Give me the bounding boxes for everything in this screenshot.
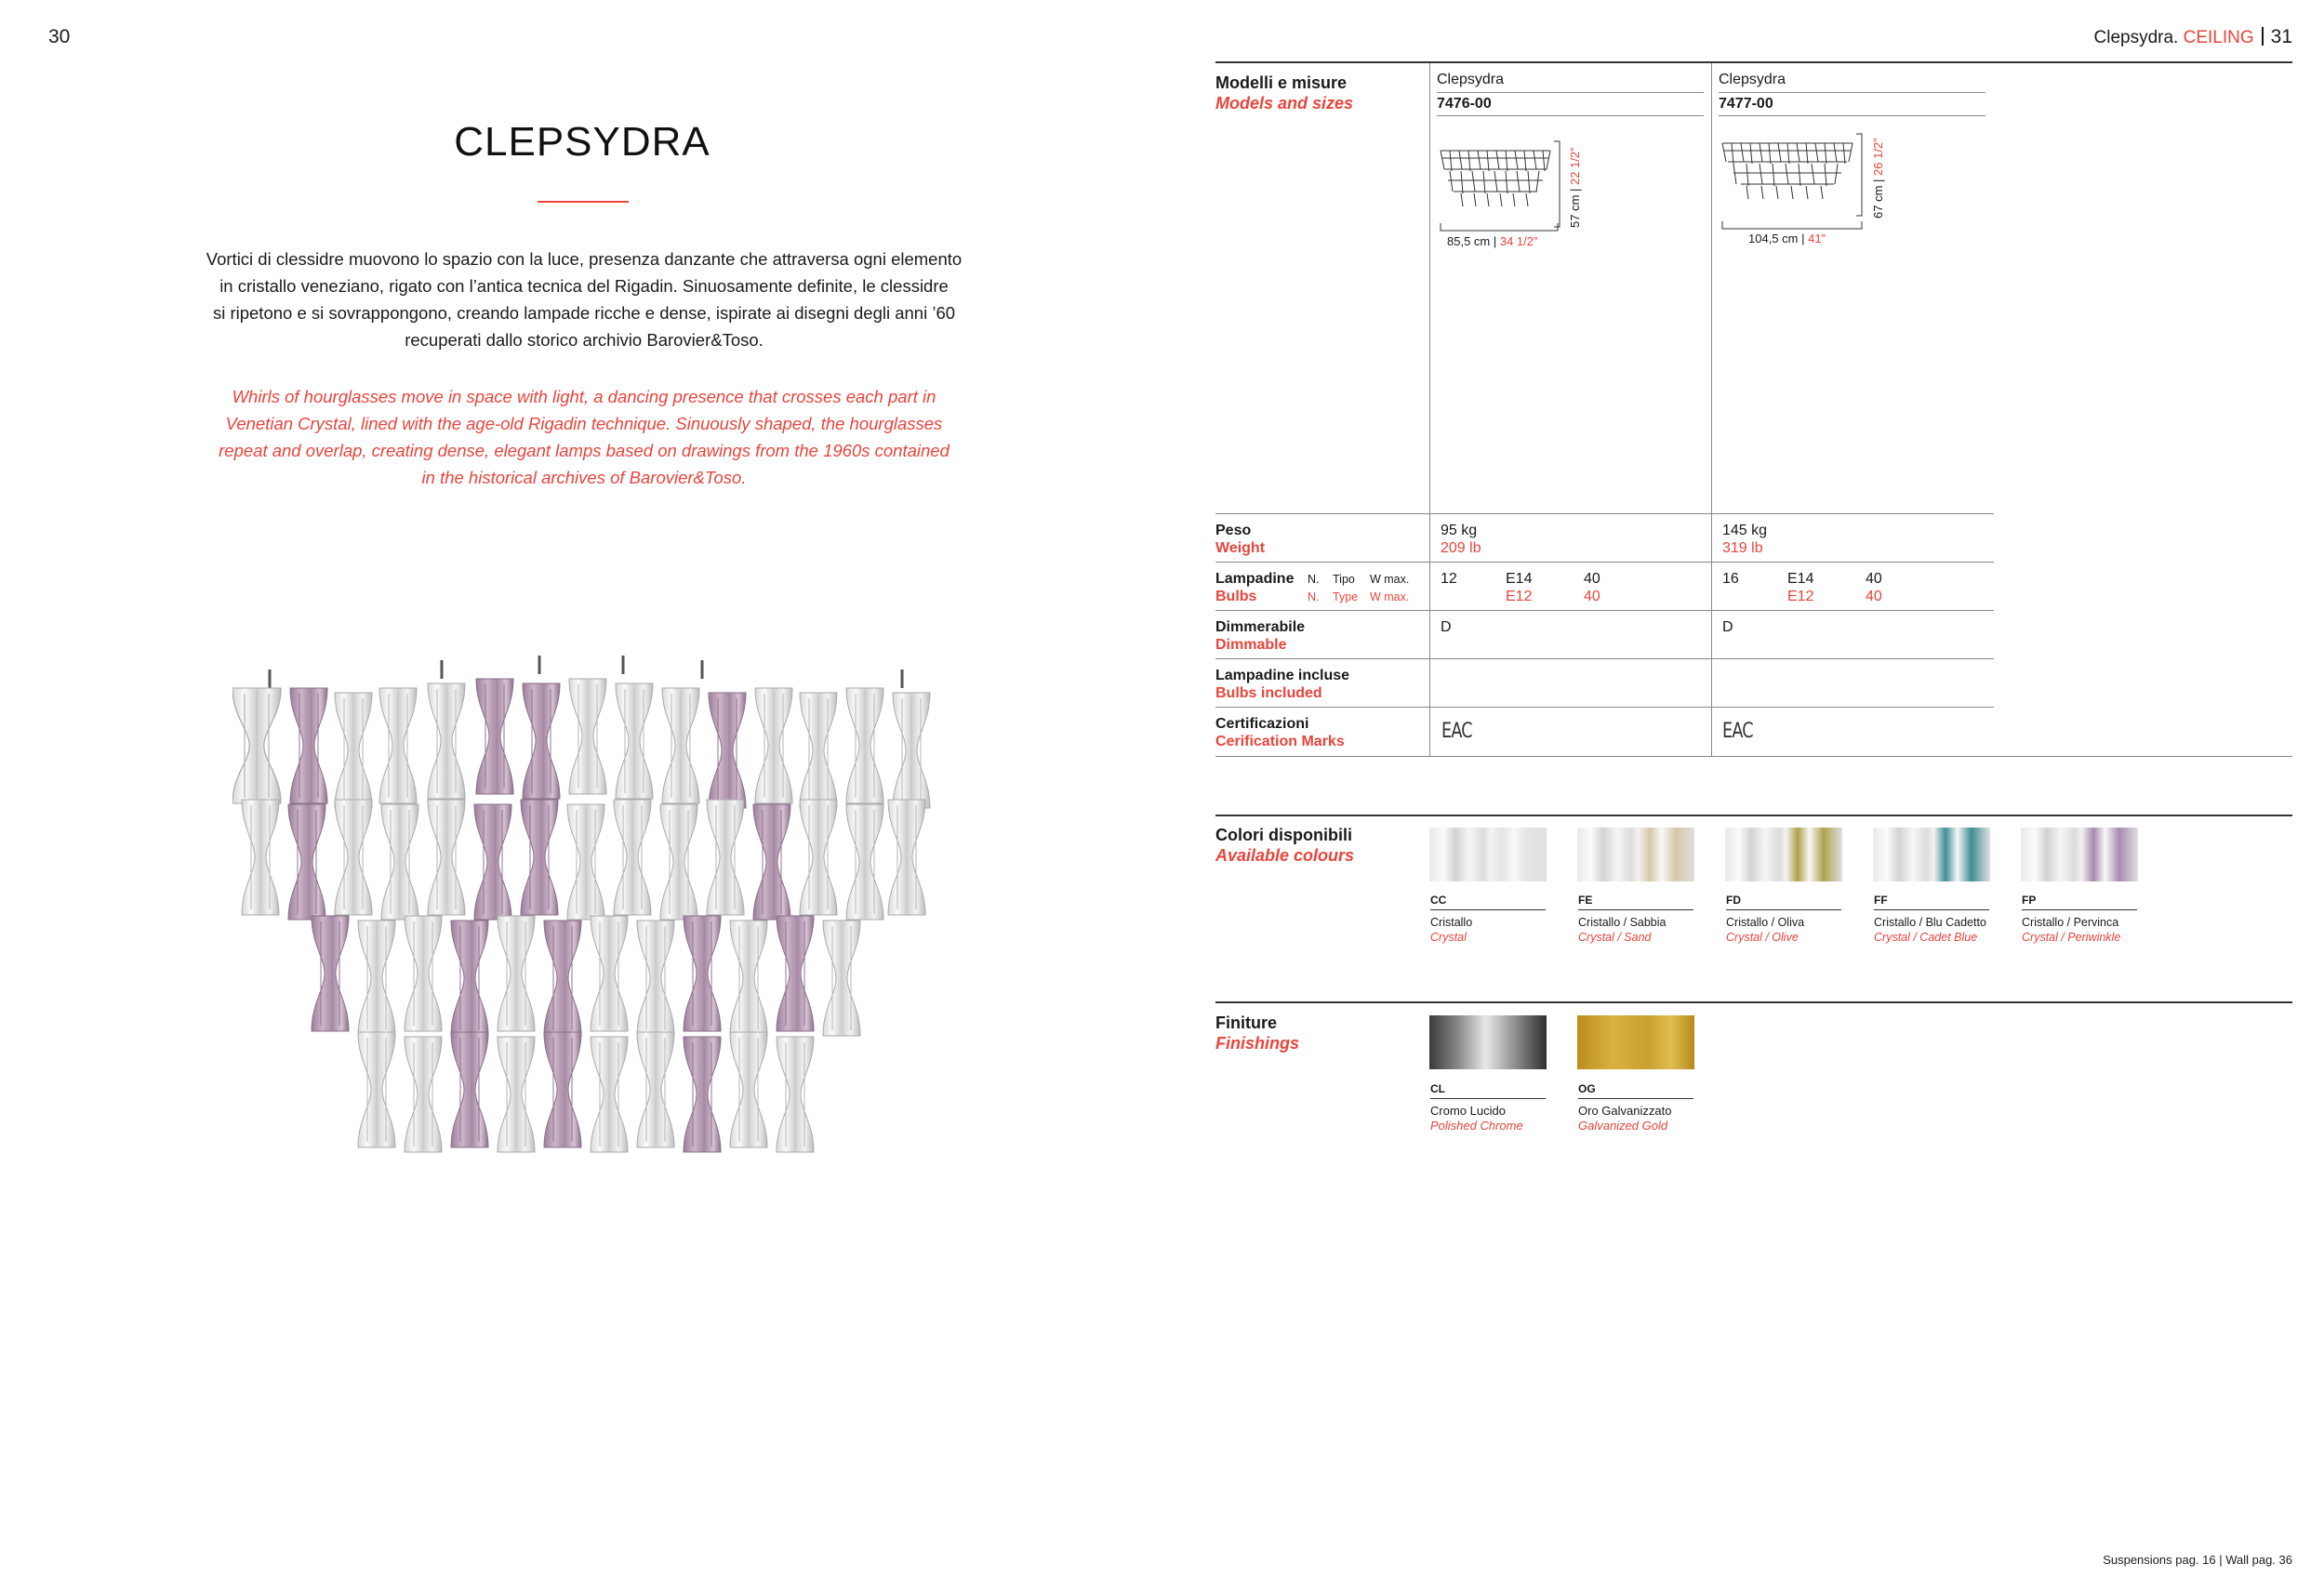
bulbs-7476 (1441, 570, 1701, 605)
intro-en-line: Venetian Crystal, lined with the age-old Rigadin technique. Sinuously shaped, the hourglasses (225, 414, 943, 433)
colour-code-rule (2022, 909, 2137, 910)
intro-italian (203, 245, 965, 353)
intro-it-line: recuperati dallo storico archivio Barovier&Toso. (405, 330, 764, 350)
included-label-en: Bulbs included (1215, 685, 1322, 701)
intro-it-line: si ripetono e si sovrappongono, creando lampade ricche e dense, ispirate ai disegni degli anni ’60 (212, 303, 956, 323)
product-title: CLEPSYDRA (454, 119, 710, 165)
height-in: 26 1/2” (1871, 138, 1885, 176)
colour-swatch-fp (2021, 828, 2138, 881)
models-label-en: Models and sizes (1215, 94, 1354, 113)
colour-swatch-ff (1873, 828, 1990, 881)
weight-label-en: Weight (1215, 540, 1266, 556)
colour-code: FE (1578, 894, 1593, 907)
colour-name-en: Crystal / Cadet Blue (1874, 931, 1978, 944)
width-in: 34 1/2” (1499, 234, 1538, 248)
col-type-en: Type (1333, 590, 1359, 603)
bulbs-label-it: Lampadine (1215, 571, 1295, 587)
colour-item-cc (1430, 894, 1546, 945)
chandelier-outline-icon (1719, 132, 1877, 236)
bulb-type: E14 (1506, 571, 1533, 587)
finish-name-en: Polished Chrome (1430, 1119, 1523, 1133)
col-n-en: N. (1308, 590, 1320, 603)
colour-code: CC (1430, 894, 1447, 907)
weight-7477 (1722, 522, 1767, 557)
eac-mark-icon: EAC (1441, 720, 1472, 743)
bulb-type: E14 (1787, 571, 1814, 587)
colour-name-en: Crystal (1430, 931, 1467, 944)
finish-swatch-chrome (1429, 1015, 1547, 1069)
finish-code-rule (1430, 1098, 1546, 1099)
row-rule-bulbs (1215, 562, 1994, 563)
colour-item-fe (1578, 894, 1693, 945)
finishes-label-it: Finiture (1215, 1014, 1277, 1032)
bulb-watt: 40 (1584, 571, 1600, 587)
models-label (1215, 73, 1353, 113)
row-rule-weight (1215, 513, 1994, 514)
page-header-right (2094, 26, 2293, 48)
finishes-top-rule (1215, 1001, 2292, 1003)
colour-name-it: Cristallo / Oliva (1726, 916, 1805, 929)
colour-name-it: Cristallo / Blu Cadetto (1874, 916, 1986, 929)
weight-label (1215, 522, 1265, 557)
row-rule-end (1215, 756, 2292, 757)
colour-code-rule (1726, 909, 1841, 910)
colour-swatch-fe (1577, 828, 1694, 881)
row-rule-cert (1215, 707, 1994, 708)
intro-it-line: in cristallo veneziano, rigato con l’antica tecnica del Rigadin. Sinuosamente definite, le clessidre (219, 276, 949, 296)
models-label-it: Modelli e misure (1215, 73, 1348, 92)
included-label-it: Lampadine incluse (1215, 668, 1350, 683)
bulbs-7477 (1722, 570, 1983, 605)
colour-item-fp (2022, 894, 2137, 945)
model-name-rule (1437, 92, 1704, 93)
model-7477 (1719, 71, 1985, 116)
column-divider-2 (1711, 63, 1712, 756)
model-code: 7476-00 (1437, 96, 1492, 112)
eac-mark-icon: EAC (1722, 720, 1753, 743)
col-type: Tipo (1333, 573, 1355, 586)
column-divider-1 (1429, 63, 1430, 756)
spec-top-rule (1215, 61, 2292, 63)
intro-en-line: in the historical archives of Barovier&Toso. (421, 468, 747, 487)
colour-code: FD (1726, 894, 1741, 907)
finish-code: CL (1430, 1082, 1445, 1095)
height-cm: 57 cm (1568, 194, 1582, 228)
header-separator (2262, 27, 2264, 46)
dimmable-label-it: Dimmerabile (1215, 619, 1306, 635)
model-name: Clepsydra (1719, 72, 1786, 87)
colour-name-en: Crystal / Sand (1578, 931, 1652, 944)
col-n: N. (1308, 573, 1320, 586)
weight-label-it: Peso (1215, 523, 1252, 538)
height-label-7477: 67 cm | 26 1/2” (1871, 138, 1885, 219)
dimmable-7476: D (1441, 619, 1452, 635)
product-photo (232, 651, 949, 1172)
bulb-type-us: E12 (1787, 589, 1814, 604)
bulb-count: 12 (1441, 571, 1457, 587)
intro-en-line: Whirls of hourglasses move in space with light, a dancing presence that crosses each part in (232, 387, 936, 406)
chandelier-image (232, 651, 949, 1172)
row-rule-dimmable (1215, 610, 1994, 611)
finish-swatch-gold (1577, 1015, 1694, 1069)
bulbs-columns (1308, 572, 1419, 604)
dimmable-7477: D (1722, 619, 1733, 635)
bulbs-label (1215, 570, 1294, 605)
finish-item-og (1578, 1082, 1693, 1133)
dimmable-label (1215, 618, 1305, 654)
page-number-left: 30 (48, 26, 71, 47)
width-cm: 85,5 cm (1447, 234, 1491, 248)
header-series: Clepsydra. (2093, 28, 2179, 47)
weight-lb: 319 lb (1722, 540, 1763, 556)
bulbs-included-label (1215, 667, 1349, 702)
colours-top-rule (1215, 815, 2292, 816)
bulb-watt: 40 (1866, 571, 1882, 587)
width-label-7476: 85,5 cm | 34 1/2” (1447, 234, 1538, 248)
colour-swatch-fd (1725, 828, 1842, 881)
width-in: 41” (1808, 232, 1826, 245)
cert-label-it: Certificazioni (1215, 716, 1309, 732)
model-name-rule (1719, 92, 1985, 93)
colour-name-en: Crystal / Periwinkle (2022, 931, 2121, 944)
intro-en-line: repeat and overlap, creating dense, elegant lamps based on drawings from the 1960s contained (219, 441, 950, 460)
intro-english (203, 383, 965, 491)
finish-code-rule (1578, 1098, 1693, 1099)
colour-name-en: Crystal / Olive (1726, 931, 1799, 944)
intro-it-line: Vortici di clessidre muovono lo spazio con la luce, presenza danzante che attraversa ogni elemento (206, 249, 963, 269)
finish-name-it: Oro Galvanizzato (1578, 1104, 1672, 1118)
finish-item-cl (1430, 1082, 1546, 1133)
finish-name-en: Galvanized Gold (1578, 1119, 1668, 1133)
finish-code: OG (1578, 1082, 1596, 1095)
finish-name-it: Cromo Lucido (1430, 1104, 1506, 1118)
finishes-label (1215, 1013, 1299, 1053)
title-divider (538, 201, 629, 203)
height-cm: 67 cm (1871, 185, 1885, 219)
certification-label (1215, 715, 1345, 750)
bulb-watt-us: 40 (1866, 589, 1882, 604)
dimmable-label-en: Dimmable (1215, 637, 1287, 653)
colour-code-rule (1430, 909, 1546, 910)
bulbs-label-en: Bulbs (1215, 589, 1257, 604)
weight-lb: 209 lb (1441, 540, 1481, 556)
weight-7476 (1441, 522, 1481, 557)
model-name: Clepsydra (1437, 72, 1505, 87)
model-code-rule (1719, 115, 1985, 116)
header-category: CEILING (2183, 28, 2254, 47)
col-watt-en: W max. (1370, 590, 1410, 603)
width-label-7477: 104,5 cm | 41” (1748, 232, 1826, 245)
bulb-type-us: E12 (1506, 589, 1533, 604)
model-7476 (1437, 71, 1704, 116)
col-watt: W max. (1370, 573, 1410, 586)
bulb-watt-us: 40 (1584, 589, 1600, 604)
colours-label-it: Colori disponibili (1215, 826, 1352, 844)
colour-code: FP (2022, 894, 2037, 907)
colour-code: FF (1874, 894, 1888, 907)
colour-swatch-cc (1429, 828, 1547, 881)
width-cm: 104,5 cm (1748, 232, 1799, 245)
finishes-label-en: Finishings (1215, 1034, 1299, 1053)
dimension-drawing-7477 (1719, 132, 1877, 236)
weight-kg: 95 kg (1441, 523, 1478, 538)
row-rule-included (1215, 658, 1994, 659)
colour-name-it: Cristallo / Sabbia (1578, 916, 1667, 929)
colour-item-fd (1726, 894, 1841, 945)
height-label-7476: 57 cm | 22 1/2” (1568, 147, 1582, 228)
colours-label (1215, 825, 1354, 866)
cross-reference-footer: Suspensions pag. 16 | Wall pag. 36 (2103, 1553, 2292, 1567)
cert-label-en: Cerification Marks (1215, 734, 1345, 749)
model-code: 7477-00 (1719, 96, 1773, 112)
colour-code-rule (1578, 909, 1693, 910)
colours-label-en: Available colours (1215, 846, 1355, 865)
weight-kg: 145 kg (1722, 523, 1768, 538)
colour-name-it: Cristallo / Pervinca (2022, 916, 2119, 929)
height-in: 22 1/2” (1568, 147, 1582, 185)
colour-item-ff (1874, 894, 1989, 945)
bulb-count: 16 (1722, 571, 1739, 587)
colour-code-rule (1874, 909, 1989, 910)
colour-name-it: Cristallo (1430, 916, 1473, 929)
model-code-rule (1437, 115, 1704, 116)
page-number-right: 31 (2270, 26, 2292, 47)
